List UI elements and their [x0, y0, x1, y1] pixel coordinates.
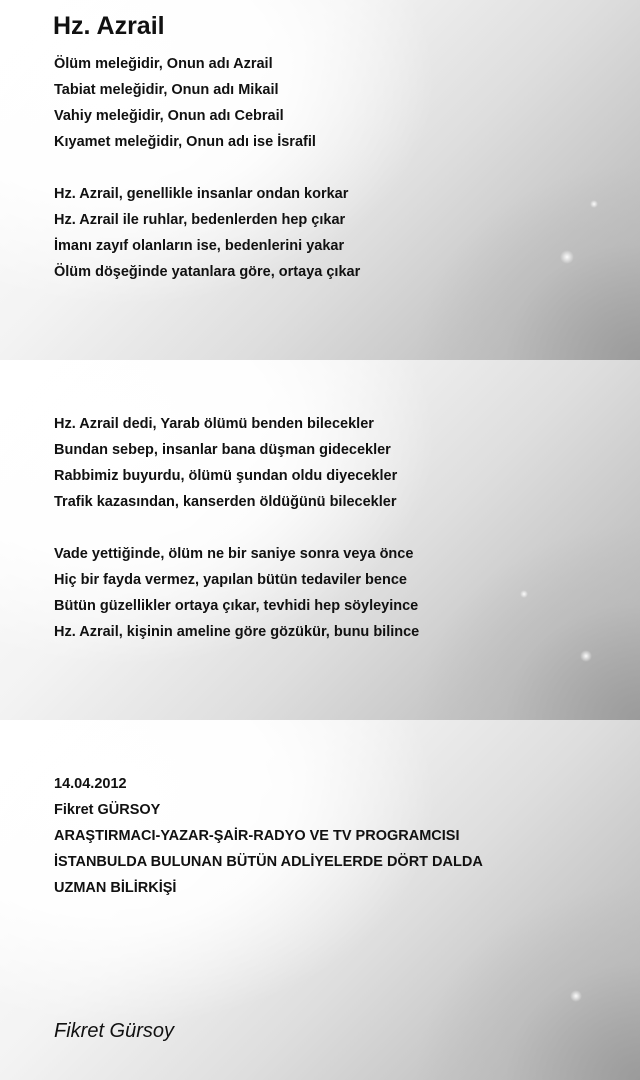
poem-line: Trafik kazasından, kanserden öldüğünü bilecekler — [54, 494, 397, 510]
poem-line: Rabbimiz buyurdu, ölümü şundan oldu diyecekler — [54, 468, 398, 484]
background-panel-2 — [0, 360, 640, 720]
author-info — [54, 771, 483, 901]
stanza-1 — [54, 51, 360, 285]
background-panel-1 — [0, 0, 640, 360]
sparkle-decoration — [580, 650, 592, 662]
poem-line: Kıyamet meleğidir, Onun adı ise İsrafil — [54, 134, 316, 150]
author-expert-title: UZMAN BİLİRKİŞİ — [54, 880, 177, 896]
poem-line: Ölüm meleğidir, Onun adı Azrail — [54, 56, 273, 72]
stanza-gap — [54, 515, 419, 541]
author-name: Fikret GÜRSOY — [54, 802, 161, 818]
poem-line: Bütün güzellikler ortaya çıkar, tevhidi hep söyleyince — [54, 598, 419, 614]
poem-line: Hz. Azrail dedi, Yarab ölümü benden bilecekler — [54, 416, 374, 432]
poem-line: Vahiy meleğidir, Onun adı Cebrail — [54, 108, 284, 124]
poem-line: İmanı zayıf olanların ise, bedenlerini yakar — [54, 238, 345, 254]
poem-title: Hz. Azrail — [53, 12, 165, 40]
sparkle-decoration — [570, 990, 582, 1002]
author-expert-line: İSTANBULDA BULUNAN BÜTÜN ADLİYELERDE DÖRT DALDA — [54, 854, 483, 870]
poem-line: Hiç bir fayda vermez, yapılan bütün tedaviler bence — [54, 572, 407, 588]
sparkle-decoration — [560, 250, 574, 264]
date-text: 14.04.2012 — [54, 776, 127, 792]
background-panel-3 — [0, 720, 640, 1080]
stanza-2 — [54, 411, 419, 645]
poem-line: Tabiat meleğidir, Onun adı Mikail — [54, 82, 279, 98]
sparkle-decoration — [590, 200, 598, 208]
poem-line: Hz. Azrail, kişinin ameline göre gözükür, bunu bilince — [54, 624, 420, 640]
poem-line: Bundan sebep, insanlar bana düşman gidecekler — [54, 442, 391, 458]
stanza-gap — [54, 155, 360, 181]
poem-line: Vade yettiğinde, ölüm ne bir saniye sonra veya önce — [54, 546, 414, 562]
poem-line: Hz. Azrail, genellikle insanlar ondan korkar — [54, 186, 349, 202]
sparkle-decoration — [520, 590, 528, 598]
poem-line: Hz. Azrail ile ruhlar, bedenlerden hep çıkar — [54, 212, 346, 228]
author-role: ARAŞTIRMACI-YAZAR-ŞAİR-RADYO VE TV PROGRAMCISI — [54, 828, 460, 844]
poem-line: Ölüm döşeğinde yatanlara göre, ortaya çıkar — [54, 264, 361, 280]
signature: Fikret Gürsoy — [54, 1020, 175, 1042]
